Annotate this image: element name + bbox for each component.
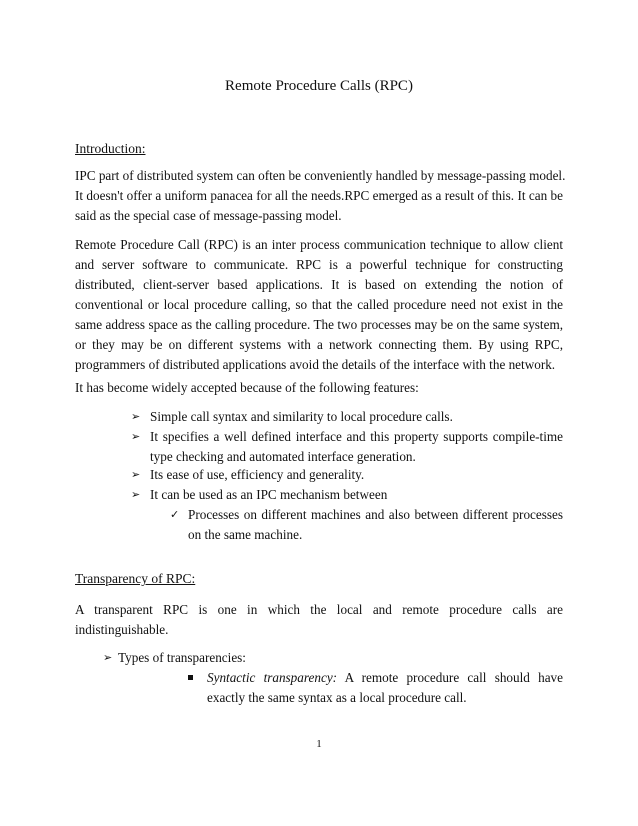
paragraph-line: same address space as the calling procedure. The two processes may be on the same system, xyxy=(75,317,563,332)
feature-text: Simple call syntax and similarity to local procedure calls. xyxy=(150,409,453,424)
paragraph-line: IPC part of distributed system can often be conveniently handled by message-passing model. xyxy=(75,168,566,183)
paragraph-line: It doesn't offer a uniform panacea for all the needs.RPC emerged as a result of this. It can be xyxy=(75,188,563,203)
features-intro xyxy=(75,378,563,398)
feature-text: Its ease of use, efficiency and generality. xyxy=(150,467,365,482)
feature-text: It specifies a well defined interface and this property supports compile-time xyxy=(150,429,563,444)
paragraph-line: indistinguishable. xyxy=(75,622,169,637)
paragraph-line: conventional or local procedure calling, so that the called procedure need not exist in the xyxy=(75,297,563,312)
check-bullet-icon: ✓ xyxy=(170,508,180,521)
paragraph-line: and server software to communicate. RPC is a powerful technique for constructing xyxy=(75,257,563,272)
introduction-heading: Introduction: xyxy=(75,141,146,156)
sub-feature-text-block xyxy=(188,505,563,545)
feature-text: type checking and automated interface generation. xyxy=(150,449,416,464)
page-number: 1 xyxy=(316,738,322,750)
syntactic-term: Syntactic transparency: xyxy=(207,670,338,685)
feature-text: It can be used as an IPC mechanism between xyxy=(150,487,388,502)
syntactic-line xyxy=(207,668,563,688)
types-label: Types of transparencies: xyxy=(118,650,246,665)
syntactic-rest: A remote procedure call should have xyxy=(337,670,563,685)
arrow-bullet-icon: ➢ xyxy=(103,651,113,664)
arrow-bullet-icon: ➢ xyxy=(131,410,141,423)
transparency-heading: Transparency of RPC: xyxy=(75,571,196,586)
introduction-paragraph-1 xyxy=(75,166,566,226)
paragraph-line: distributed, client-server based applications. It is based on extending the notion of xyxy=(75,277,563,292)
paragraph-line: said as the special case of message-passing model. xyxy=(75,208,342,223)
syntactic-text-block xyxy=(207,668,563,708)
sub-feature-text: Processes on different machines and also between different processes xyxy=(188,507,563,522)
syntactic-line: exactly the same syntax as a local procedure call. xyxy=(207,690,467,705)
introduction-paragraph-2 xyxy=(75,235,563,375)
paragraph-line: Remote Procedure Call (RPC) is an inter process communication technique to allow client xyxy=(75,237,563,252)
feature-text-block xyxy=(150,427,563,467)
sub-feature-text: on the same machine. xyxy=(188,527,303,542)
arrow-bullet-icon: ➢ xyxy=(131,468,141,481)
paragraph-line: or they may be on different systems with a network connecting them. By using RPC, xyxy=(75,337,563,352)
paragraph-line: programmers of distributed applications avoid the details of the interface with the network. xyxy=(75,357,556,372)
square-bullet-icon xyxy=(188,675,193,680)
transparency-paragraph xyxy=(75,600,563,640)
paragraph-line: It has become widely accepted because of the following features: xyxy=(75,380,419,395)
arrow-bullet-icon: ➢ xyxy=(131,430,141,443)
document-title: Remote Procedure Calls (RPC) xyxy=(225,78,413,94)
paragraph-line: A transparent RPC is one in which the local and remote procedure calls are xyxy=(75,602,563,617)
arrow-bullet-icon: ➢ xyxy=(131,488,141,501)
